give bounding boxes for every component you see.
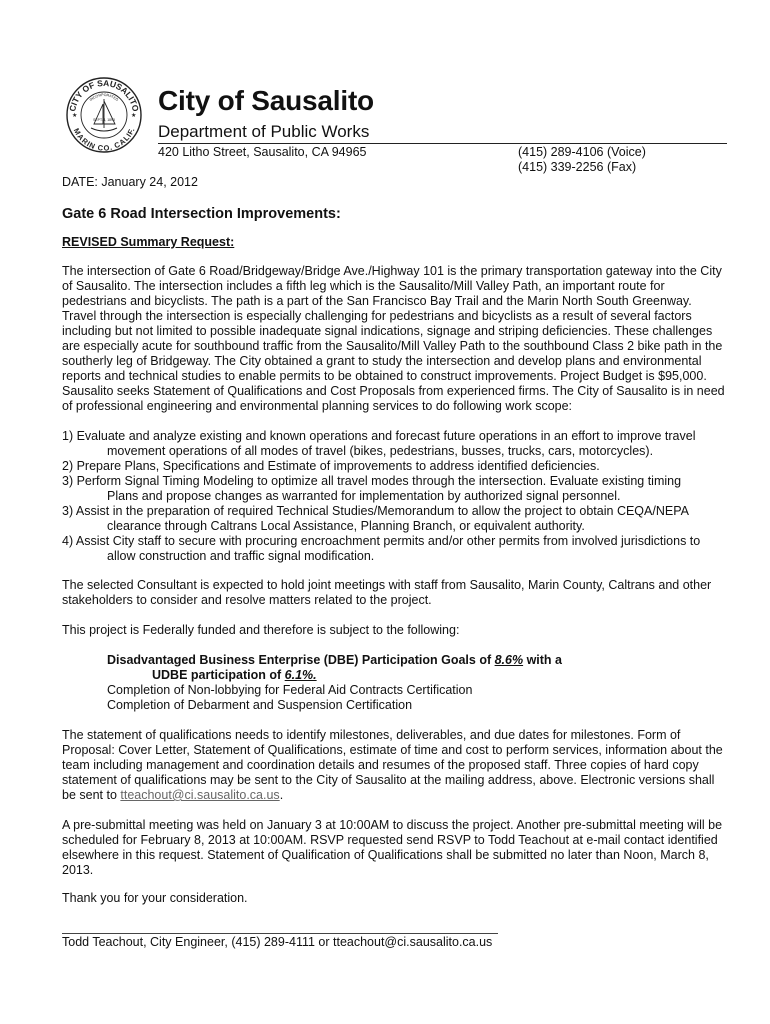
non-lobbying-certification: Completion of Non-lobbying for Federal Aid Contracts Certification — [107, 683, 473, 697]
signature-line — [62, 933, 498, 934]
scope-list — [62, 429, 728, 564]
dbe-goal-line: Disadvantaged Business Enterprise (DBE) Participation Goals of 8.6% with a — [107, 653, 562, 667]
list-item: 3) Assist in the preparation of required Technical Studies/Memorandum to allow the project to obtain CEQA/NEPA clearance through Caltrans Local Assistance, Planning Branch, or equivalent authority. — [62, 504, 689, 533]
project-heading: Gate 6 Road Intersection Improvements: — [62, 206, 341, 222]
svg-text:MARIN CO. CALIF.: MARIN CO. CALIF. — [71, 126, 137, 153]
svg-text:INCORPORATED: INCORPORATED — [88, 92, 120, 102]
dbe-goal-value: 8.6% — [494, 653, 524, 667]
page-title: City of Sausalito — [158, 85, 374, 116]
consultant-paragraph: The selected Consultant is expected to hold joint meetings with staff from Sausalito, Marin County, Caltrans and other stakeholders to consider and resolve matters related to the project. — [62, 578, 712, 607]
department-name: Department of Public Works — [158, 122, 370, 141]
closing-thanks: Thank you for your consideration. — [62, 891, 248, 905]
qualifications-paragraph: The statement of qualifications needs to identify milestones, deliverables, and due dates for milestones. Form of Proposal: Cover Letter, Statement of Qualifications, estimate of time and cost to perform services, information about the team including management and coordination details and resumes of the proposed staff. Three copies of hard copy statement of qualifications may be sent to the City of Sausalito at the mailing address, above. Electronic versions shall be sent to tteachout@ci.sausalito.ca.us. — [62, 728, 723, 802]
phone-fax: (415) 339-2256 (Fax) — [518, 160, 637, 174]
list-item: 3) Perform Signal Timing Modeling to optimize all travel modes through the intersection. Evaluate existing timing Plans and propose changes as warranted for implementation by authorized signal personnel. — [62, 474, 682, 503]
contact-phones — [518, 145, 646, 175]
phone-voice: (415) 289-4106 (Voice) — [518, 145, 646, 159]
federal-requirements — [107, 653, 562, 713]
udbe-goal-value: 6.1%. — [284, 668, 317, 682]
udbe-goal-line: UDBE participation of 6.1%. — [152, 668, 317, 682]
list-item: 2) Prepare Plans, Specifications and Estimate of improvements to address identified deficiencies. — [62, 459, 600, 473]
svg-text:★: ★ — [72, 113, 78, 119]
list-item: 1) Evaluate and analyze existing and known operations and forecast future operations in an effort to improve travel movement operations of all modes of travel (bikes, pedestrians, busses, trucks, cars, motorcycles). — [62, 429, 696, 458]
document-date: DATE: January 24, 2012 — [62, 175, 198, 189]
debarment-certification: Completion of Debarment and Suspension Certification — [107, 698, 413, 712]
federal-intro: This project is Federally funded and therefore is subject to the following: — [62, 623, 460, 637]
svg-text:SEPT. 4, 1893: SEPT. 4, 1893 — [93, 118, 115, 122]
email-link[interactable]: tteachout@ci.sausalito.ca.us — [120, 788, 280, 802]
signature-block: Todd Teachout, City Engineer, (415) 289-4111 or tteachout@ci.sausalito.ca.us — [62, 935, 493, 949]
city-seal-logo — [65, 76, 143, 154]
header-divider — [158, 143, 727, 144]
svg-text:★: ★ — [131, 113, 137, 119]
intro-paragraph: The intersection of Gate 6 Road/Bridgeway/Bridge Ave./Highway 101 is the primary transportation gateway into the City of Sausalito. The intersection includes a fifth leg which is the Sausalito/Mill Valley Path, an important route for pedestrians and bicyclists. The path is a part of the San Francisco Bay Trail and the Marin North South Greenway. Travel through the intersection is especially challenging for pedestrians and bicyclists as a result of several factors including but not limited to possible inadequate signal indications, signage and striping deficiencies. These challenges are especially acute for southbound traffic from the Sausalito/Mill Valley Path to the southbound Class 2 bike path in the southerly leg of Bridgeway. The City obtained a grant to study the intersection and develop plans and environmental reports and technical studies to enable permits to be obtained to construct improvements. Project Budget is $95,000. Sausalito seeks Statement of Qualifications and Cost Proposals from experienced firms. The City of Sausalito is in need of professional engineering and environmental planning services to do following work scope: — [62, 264, 725, 413]
revised-summary-subheading: REVISED Summary Request: — [62, 235, 235, 249]
list-item: 4) Assist City staff to secure with procuring encroachment permits and/or other permits from involved jurisdictions to allow construction and traffic signal modification. — [62, 534, 701, 563]
meeting-paragraph: A pre-submittal meeting was held on January 3 at 10:00AM to discuss the project. Another pre-submittal meeting will be scheduled for February 8, 2013 at 10:00AM. RSVP requested send RSVP to Todd Teachout at e-mail contact identified elsewhere in this request. Statement of Qualification of Qualifications shall be submitted no later than Noon, March 8, 2013. — [62, 818, 723, 877]
svg-text:CITY OF SAUSALITO: CITY OF SAUSALITO — [67, 77, 141, 113]
street-address: 420 Litho Street, Sausalito, CA 94965 — [158, 145, 367, 159]
